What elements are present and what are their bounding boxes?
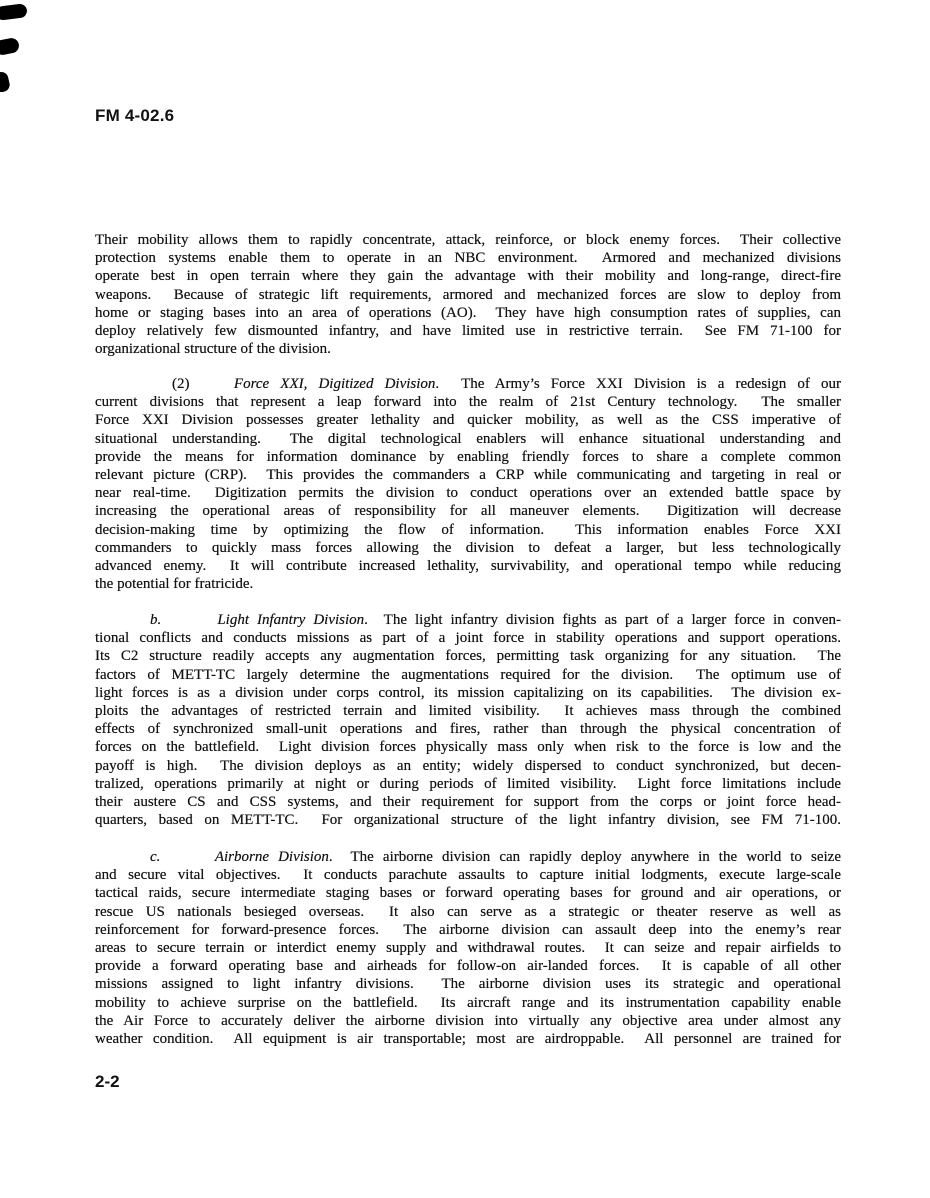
italic-text-segment: Force XXI, Digitized Division	[233, 376, 436, 392]
text-line	[95, 322, 841, 340]
paragraph-airborne-division	[95, 848, 841, 1048]
text-segment: current divisions that represent a leap forward into the realm of 21st Century technology. The smaller	[95, 394, 841, 411]
page-number: 2-2	[95, 1072, 120, 1091]
text-segment: missions assigned to light infantry divisions. The airborne division uses its strategic and operational	[95, 976, 841, 993]
text-line	[95, 304, 841, 322]
text-segment: mobility to achieve surprise on the battlefield. Its aircraft range and its instrumentation capability enable	[95, 994, 841, 1011]
paragraph-force-xxi-digitized-division	[95, 375, 841, 593]
italic-text-segment: b.	[150, 612, 162, 628]
text-line	[95, 866, 841, 884]
text-segment: the potential for fratricide.	[95, 576, 254, 593]
text-line	[95, 267, 841, 285]
text-segment: weather condition. All equipment is air transportable; most are airdroppable. All personnel are trained for	[95, 1030, 841, 1047]
text-line	[95, 448, 841, 466]
text-segment	[161, 612, 217, 628]
text-segment: factors of METT-TC largely determine the augmentations required for the division. The optimum use of	[95, 666, 841, 683]
text-line	[95, 757, 841, 775]
text-line	[95, 484, 841, 502]
text-segment: quarters, based on METT-TC. For organizational structure of the light infantry division, see FM 71-100.	[95, 812, 841, 829]
text-line	[95, 340, 841, 358]
text-segment: reinforcement for forward-presence forces. The airborne division can assault deep into the enemy’s rear	[95, 921, 841, 938]
text-line	[95, 557, 841, 575]
text-segment: . The light infantry division fights as part of a larger force in conven-	[364, 612, 841, 628]
text-line	[95, 775, 841, 793]
text-line	[95, 903, 841, 921]
text-line	[95, 738, 841, 756]
text-segment: tactical raids, secure intermediate staging bases or forward operating bases for ground and air operations, or	[95, 885, 841, 902]
text-segment: organizational structure of the division.	[95, 341, 331, 358]
text-line	[95, 994, 841, 1012]
text-line	[95, 249, 841, 267]
text-line	[95, 231, 841, 249]
text-line	[95, 884, 841, 902]
text-line	[95, 975, 841, 993]
text-segment: relevant picture (CRP). This provides the commanders a CRP while communicating and targeting in real or	[95, 466, 841, 483]
text-segment: tralized, operations primarily at night or during periods of limited visibility. Light force limitations include	[95, 775, 841, 792]
italic-text-segment: Light Infantry Division	[217, 612, 365, 628]
text-segment: commanders to quickly mass forces allowing the division to defeat a larger, but less technologically	[95, 539, 841, 556]
scan-artifact-mark	[0, 71, 11, 94]
paragraph-light-infantry-division	[95, 611, 841, 829]
text-line	[95, 629, 841, 647]
text-segment: provide the means for information dominance by enabling friendly forces to share a complete common	[95, 448, 841, 465]
scan-artifact-mark	[0, 37, 20, 56]
text-line	[95, 702, 841, 720]
text-line	[95, 793, 841, 811]
text-segment: light forces is as a division under corps control, its mission capitalizing on its capabilities. The division ex-	[95, 684, 841, 701]
text-line	[95, 811, 841, 829]
text-line	[95, 375, 841, 393]
page-header-document-number: FM 4-02.6	[95, 106, 175, 125]
text-segment: Their mobility allows them to rapidly concentrate, attack, reinforce, or block enemy forces. Their collective	[95, 232, 841, 248]
text-line	[95, 921, 841, 939]
text-segment: deploy relatively few dismounted infantry, and have limited use in restrictive terrain. See FM 71-100 for	[95, 322, 841, 339]
text-segment: (2)	[172, 376, 234, 392]
text-line	[95, 939, 841, 957]
italic-text-segment: c.	[150, 849, 161, 865]
text-segment: Its C2 structure readily accepts any augmentation forces, permitting task organizing for any situation. The	[95, 648, 841, 665]
text-segment: decision-making time by optimizing the flow of information. This information enables Force XXI	[95, 521, 841, 538]
text-line	[95, 411, 841, 429]
text-segment: effects of synchronized small-unit operations and fires, rather than through the physical concentration of	[95, 721, 841, 738]
text-segment: situational understanding. The digital technological enablers will enhance situational understanding and	[95, 430, 841, 447]
text-segment: ploits the advantages of restricted terrain and limited visibility. It achieves mass through the combined	[95, 702, 841, 719]
text-segment: increasing the operational areas of responsibility for all maneuver elements. Digitization will decrease	[95, 503, 841, 520]
text-segment	[160, 849, 214, 865]
text-segment: areas to secure terrain or interdict enemy supply and withdrawal routes. It can seize and repair airfields to	[95, 939, 841, 956]
text-segment: home or staging bases into an area of operations (AO). They have high consumption rates of supplies, can	[95, 304, 841, 321]
text-line	[95, 430, 841, 448]
text-segment: payoff is high. The division deploys as an entity; widely dispersed to conduct synchronized, but decen-	[95, 757, 841, 774]
text-line	[95, 502, 841, 520]
text-line	[95, 684, 841, 702]
text-segment: and secure vital objectives. It conducts parachute assaults to capture initial lodgments, execute large-scale	[95, 867, 841, 884]
text-segment: tional conflicts and conducts missions as part of a joint force in stability operations and support operations.	[95, 630, 841, 647]
text-segment: weapons. Because of strategic lift requirements, armored and mechanized forces are slow to deploy from	[95, 286, 841, 303]
text-line	[95, 666, 841, 684]
paragraph-armored-mechanized	[95, 231, 841, 358]
text-line	[95, 521, 841, 539]
text-line	[95, 720, 841, 738]
text-segment: advanced enemy. It will contribute increased lethality, survivability, and operational tempo while reducing	[95, 557, 841, 574]
text-segment: near real-time. Digitization permits the division to conduct operations over an extended battle space by	[95, 485, 841, 502]
text-segment: forces on the battlefield. Light division forces physically mass only when risk to the force is low and the	[95, 739, 841, 756]
text-segment: their austere CS and CSS systems, and their requirement for support from the corps or joint force head-	[95, 793, 841, 810]
text-segment: . The airborne division can rapidly deploy anywhere in the world to seize	[328, 849, 841, 865]
text-line	[95, 848, 841, 866]
text-segment: provide a forward operating base and airheads for follow-on air-landed forces. It is capable of all other	[95, 958, 841, 975]
text-line	[95, 539, 841, 557]
text-segment: operate best in open terrain where they gain the advantage with their mobility and long-range, direct-fire	[95, 268, 841, 285]
text-line	[95, 611, 841, 629]
text-segment: protection systems enable them to operate in an NBC environment. Armored and mechanized divisions	[95, 250, 841, 267]
text-line	[95, 393, 841, 411]
text-line	[95, 286, 841, 304]
text-line	[95, 957, 841, 975]
text-line	[95, 1012, 841, 1030]
text-line	[95, 466, 841, 484]
scan-artifact-mark	[0, 3, 28, 21]
text-segment: the Air Force to accurately deliver the airborne division into virtually any objective area under almost any	[95, 1012, 841, 1029]
text-segment: . The Army’s Force XXI Division is a redesign of our	[435, 376, 841, 392]
text-line	[95, 575, 841, 593]
italic-text-segment: Airborne Division	[214, 849, 329, 865]
text-segment: Force XXI Division possesses greater lethality and quicker mobility, as well as the CSS imperative of	[95, 412, 841, 429]
text-line	[95, 1030, 841, 1048]
text-segment: rescue US nationals besieged overseas. It also can serve as a strategic or theater reserve as well as	[95, 903, 841, 920]
text-line	[95, 647, 841, 665]
